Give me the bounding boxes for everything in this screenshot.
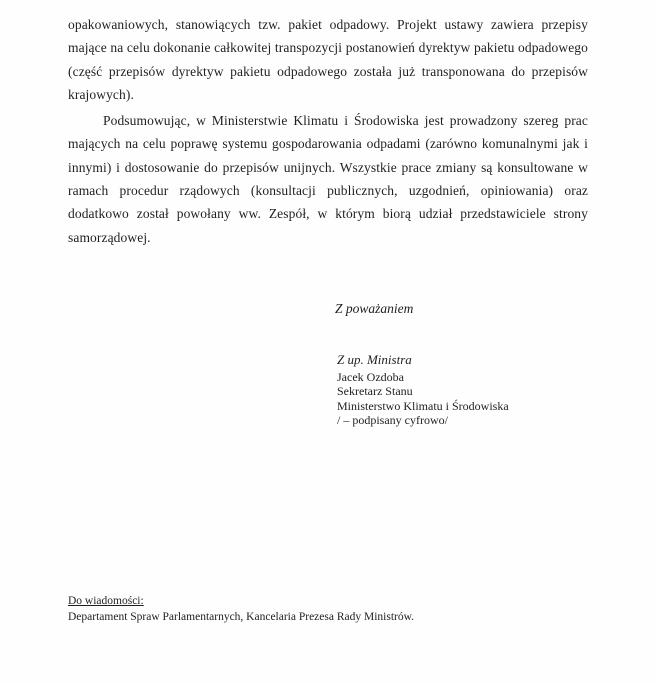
signature-block <box>337 352 509 428</box>
signature-digital-note: / – podpisany cyfrowo/ <box>337 413 448 428</box>
signature-title: Sekretarz Stanu <box>337 384 413 399</box>
signature-authority: Z up. Ministra <box>337 352 412 367</box>
cc-heading: Do wiadomości: <box>68 595 144 607</box>
signature-name: Jacek Ozdoba <box>337 370 404 384</box>
paragraph-summary: Podsumowując, w Ministerstwie Klimatu i Środowiska jest prowadzony szereg prac mających na celu poprawę systemu gospodarowania odpadami (zarówno komunalnymi jak i innymi) i dostosowanie do przepisów unijnych. Wszystkie prace zmiany są konsultowane w ramach procedur rządowych (konsultacji publicznych, uzgodnień, opiniowania) oraz dodatkowo został powołany ww. Zespół, w którym biorą udział przedstawiciele strony samorządowej. <box>68 113 588 245</box>
closing-salutation: Z poważaniem <box>335 301 414 316</box>
signature-organization: Ministerstwo Klimatu i Środowiska <box>337 398 509 413</box>
letter-body <box>68 13 588 249</box>
cc-section <box>68 593 414 625</box>
cc-recipient: Departament Spraw Parlamentarnych, Kancelaria Prezesa Rady Ministrów. <box>68 611 415 623</box>
paragraph-waste-package: opakowaniowych, stanowiących tzw. pakiet odpadowy. Projekt ustawy zawiera przepisy mające na celu dokonanie całkowitej transpozycji postanowień dyrektyw pakietu odpadowego (część przepisów dyrektyw pakietu odpadowego została już transponowana do przepisów krajowych). <box>68 17 588 102</box>
